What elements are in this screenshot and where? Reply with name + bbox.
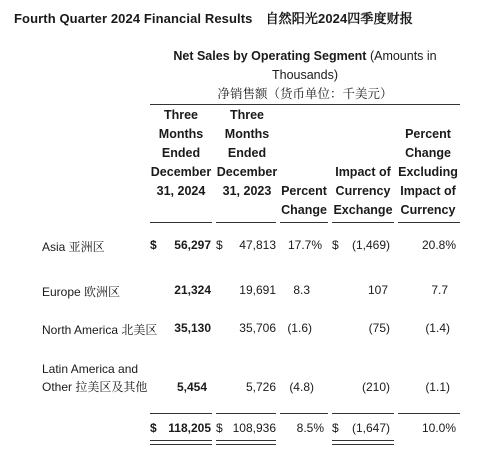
- value-percent-change: 8.3: [293, 283, 310, 297]
- col-rule-excl: [398, 222, 460, 223]
- currency-symbol: $: [332, 238, 339, 252]
- currency-symbol: $: [216, 238, 223, 252]
- header-rule: [150, 104, 460, 105]
- table-row: [0, 283, 500, 303]
- value-q2024: 35,130: [174, 321, 211, 335]
- col-header-fx-impact: Impact of Currency Exchange: [333, 165, 393, 217]
- value-pct-excl-fx: (1.1): [425, 380, 450, 394]
- value-q2023: 19,691: [239, 283, 276, 297]
- currency-symbol: $: [216, 421, 223, 435]
- row-label: North America 北美区: [42, 323, 158, 337]
- value-pct-excl-fx: 7.7: [431, 283, 448, 297]
- value-q2023: 47,813: [239, 238, 276, 252]
- value-percent-change: 17.7%: [287, 238, 322, 252]
- double-underline: [216, 440, 276, 445]
- total-rule-q2024: [150, 413, 212, 414]
- value-fx-impact: (1,647): [351, 421, 390, 435]
- segment-header-units: (Amounts in Thousands): [271, 49, 437, 82]
- col-header-q2024: Three Months Ended December 31, 2024: [150, 108, 212, 198]
- row-label: Asia 亚洲区: [42, 240, 105, 254]
- value-q2024: 118,205: [168, 421, 211, 435]
- col-header-pct-excl-fx: Percent Change Excluding Impact of Currency: [398, 127, 458, 217]
- row-label: Europe 欧洲区: [42, 285, 121, 299]
- value-percent-change: (4.8): [289, 380, 314, 394]
- value-fx-impact: (1,469): [351, 238, 390, 252]
- value-fx-impact: (210): [361, 380, 390, 394]
- row-label: Latin America and Other 拉美区及其他: [42, 362, 148, 394]
- currency-symbol: $: [332, 421, 339, 435]
- value-q2024: 5,454: [176, 380, 207, 394]
- total-rule-fx: [332, 413, 394, 414]
- value-q2023: 5,726: [245, 380, 276, 394]
- value-q2023: 35,706: [239, 321, 276, 335]
- segment-header-bold: Net Sales by Operating Segment: [173, 49, 367, 63]
- col-header-q2023: Three Months Ended December 31, 2023: [216, 108, 278, 198]
- value-q2024: 56,297: [174, 238, 211, 252]
- col-header-percent-change: Percent Change: [281, 184, 327, 217]
- value-percent-change: (1.6): [287, 321, 312, 335]
- table-row: [0, 238, 500, 258]
- col-rule-q2023: [216, 222, 276, 223]
- segment-header-cn: 净销售额（货币单位：千美元）: [217, 87, 393, 101]
- double-underline: [332, 440, 394, 445]
- value-q2023: 108,936: [232, 421, 276, 435]
- col-rule-q2024: [150, 222, 212, 223]
- double-underline: [150, 440, 212, 445]
- currency-symbol: $: [150, 238, 157, 252]
- value-pct-excl-fx: 20.8%: [421, 238, 456, 252]
- table-row-total: [0, 421, 500, 441]
- total-rule-q2023: [216, 413, 276, 414]
- value-fx-impact: (75): [368, 321, 390, 335]
- table-row: [0, 360, 500, 400]
- value-pct-excl-fx: (1.4): [425, 321, 450, 335]
- segment-header: [150, 47, 460, 104]
- page-title: Fourth Quarter 2024 Financial Results 自然阳光2024四季度财报: [14, 11, 413, 26]
- value-q2024: 21,324: [174, 283, 211, 297]
- value-pct-excl-fx: 10.0%: [421, 421, 456, 435]
- total-rule-pct: [280, 413, 328, 414]
- currency-symbol: $: [150, 421, 157, 435]
- value-fx-impact: 107: [367, 283, 388, 297]
- col-rule-fx: [332, 222, 394, 223]
- col-rule-pct: [280, 222, 328, 223]
- table-row: [0, 321, 500, 341]
- total-rule-excl: [398, 413, 460, 414]
- value-percent-change: 8.5%: [296, 421, 324, 435]
